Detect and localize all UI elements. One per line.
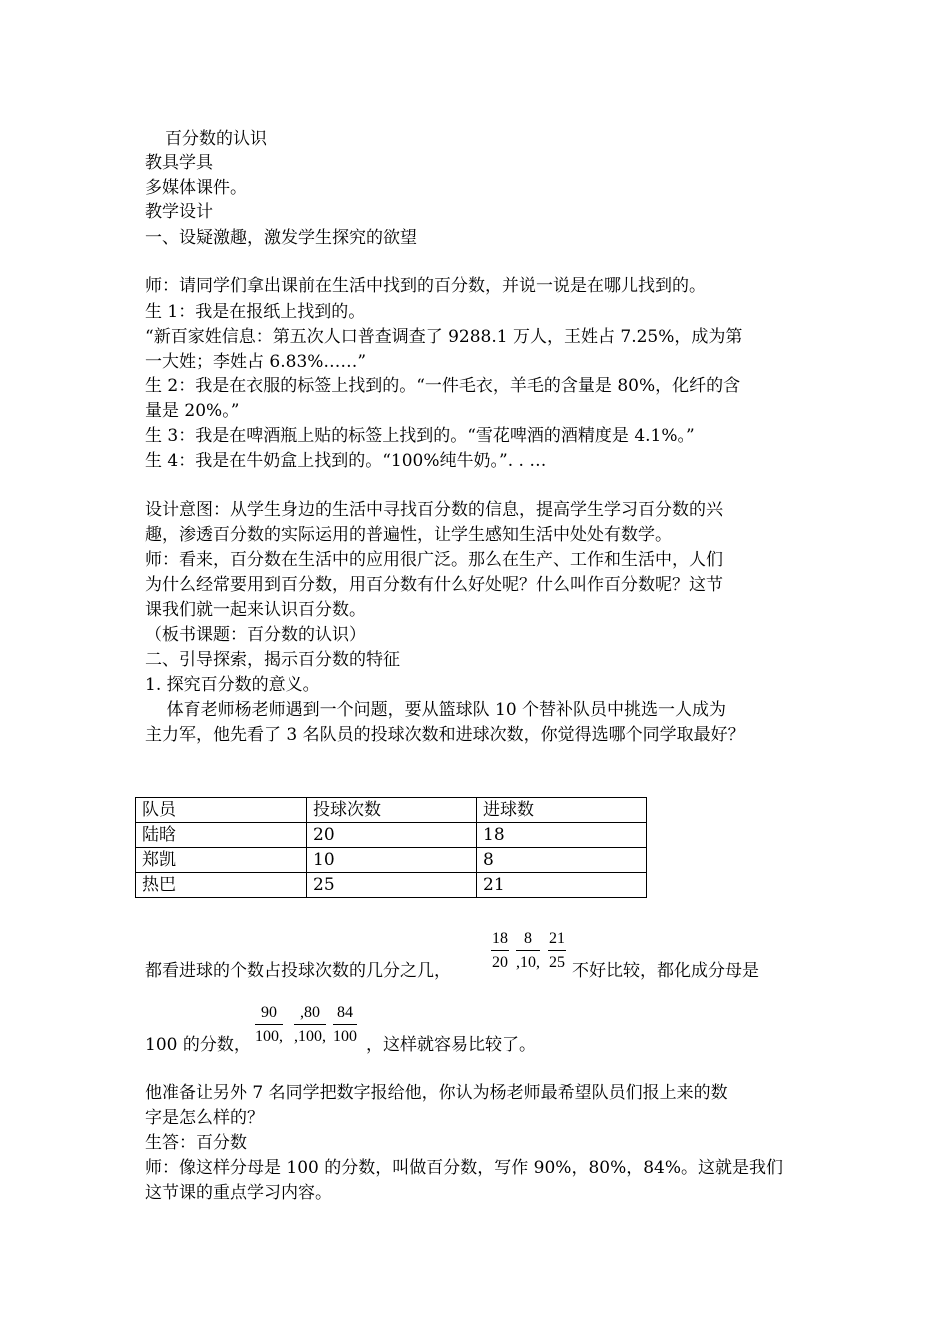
paragraph-line: 量是 20%。”: [145, 401, 240, 421]
player-stats-table: [135, 797, 647, 898]
paragraph-line: 一大姓；李姓占 6.83%……”: [145, 352, 367, 372]
fraction: [333, 1004, 357, 1046]
table-cell: 20: [307, 823, 477, 848]
section-heading-2: 二、引导探索，揭示百分数的特征: [145, 650, 400, 670]
paragraph-line: “新百家姓信息：第五次人口普查调查了 9288.1 万人，王姓占 7.25%，成为第: [145, 327, 743, 347]
fraction: [294, 1004, 326, 1046]
fraction-denominator: ,100,: [294, 1028, 326, 1045]
compare-text-after: 不好比较，都化成分母是: [572, 961, 759, 981]
paragraph-line: 这节课的重点学习内容。: [145, 1183, 332, 1203]
table-cell: 10: [307, 848, 477, 873]
document-title: 百分数的认识: [165, 129, 267, 149]
table-row: [136, 823, 647, 848]
fraction-denominator: ,10,: [516, 954, 540, 971]
paragraph-line: 生 4：我是在牛奶盒上找到的。“100%纯牛奶。”. . …: [145, 451, 547, 471]
section-heading-materials: 教具学具: [145, 153, 213, 173]
fraction: [516, 930, 540, 972]
paragraph-line: 他准备让另外 7 名同学把数字报给他，你认为杨老师最希望队员们报上来的数: [145, 1083, 728, 1103]
table-cell: 郑凯: [136, 848, 307, 873]
table-cell: 热巴: [136, 873, 307, 898]
fraction: [548, 930, 566, 972]
paragraph-line: 体育老师杨老师遇到一个问题，要从篮球队 10 个替补队员中挑选一人成为: [145, 700, 727, 720]
fraction-numerator: ,80: [294, 1004, 326, 1025]
paragraph-line: 设计意图：从学生身边的生活中寻找百分数的信息，提高学生学习百分数的兴: [145, 500, 723, 520]
fraction-numerator: 90: [255, 1004, 283, 1025]
hundred-text-after: ，这样就容易比较了。: [366, 1035, 536, 1055]
fraction-numerator: 84: [333, 1004, 357, 1025]
table-row: [136, 848, 647, 873]
paragraph-line: 生 1：我是在报纸上找到的。: [145, 302, 366, 322]
fraction-denominator: 25: [549, 954, 565, 971]
paragraph-line: 课我们就一起来认识百分数。: [145, 600, 366, 620]
fraction-numerator: 18: [491, 930, 509, 951]
table-header-cell: 队员: [136, 798, 307, 823]
table-cell: 25: [307, 873, 477, 898]
paragraph-line: 1. 探究百分数的意义。: [145, 675, 320, 695]
fraction: [491, 930, 509, 972]
fraction: [255, 1004, 283, 1046]
paragraph-line: 生答：百分数: [145, 1133, 247, 1153]
table-row: [136, 873, 647, 898]
table-cell: 21: [477, 873, 647, 898]
table-header-row: [136, 798, 647, 823]
table-cell: 8: [477, 848, 647, 873]
paragraph-line: 趣，渗透百分数的实际运用的普遍性，让学生感知生活中处处有数学。: [145, 525, 672, 545]
paragraph-line: 师：请同学们拿出课前在生活中找到的百分数，并说一说是在哪儿找到的。: [145, 276, 706, 296]
fraction-numerator: 21: [548, 930, 566, 951]
paragraph-line: 师：像这样分母是 100 的分数，叫做百分数，写作 90%，80%，84%。这就是我们: [145, 1158, 784, 1178]
paragraph-line: 生 3：我是在啤酒瓶上贴的标签上找到的。“雪花啤酒的酒精度是 4.1%。”: [145, 426, 695, 446]
paragraph-line: 多媒体课件。: [145, 178, 247, 198]
table-header-cell: 投球次数: [307, 798, 477, 823]
hundred-text-before: 100 的分数，: [145, 1035, 251, 1055]
compare-text-before: 都看进球的个数占投球次数的几分之几，: [145, 961, 451, 981]
paragraph-line: （板书课题：百分数的认识）: [145, 625, 366, 645]
section-heading-design: 教学设计: [145, 202, 213, 222]
paragraph-line: 主力军，他先看了 3 名队员的投球次数和进球次数，你觉得选哪个同学取最好？: [145, 725, 745, 745]
section-heading-1: 一、设疑激趣，激发学生探究的欲望: [145, 228, 417, 248]
paragraph-line: 生 2：我是在衣服的标签上找到的。“一件毛衣，羊毛的含量是 80%，化纤的含: [145, 376, 741, 396]
paragraph-line: 字是怎么样的？: [145, 1108, 264, 1128]
paragraph-line: 为什么经常要用到百分数，用百分数有什么好处呢？什么叫作百分数呢？这节: [145, 575, 723, 595]
table-header-cell: 进球数: [477, 798, 647, 823]
fraction-denominator: 100: [333, 1028, 357, 1045]
table-cell: 陆晗: [136, 823, 307, 848]
fraction-denominator: 20: [492, 954, 508, 971]
paragraph-line: 师：看来，百分数在生活中的应用很广泛。那么在生产、工作和生活中，人们: [145, 550, 723, 570]
fraction-denominator: 100,: [255, 1028, 283, 1045]
table-cell: 18: [477, 823, 647, 848]
fraction-numerator: 8: [516, 930, 540, 951]
